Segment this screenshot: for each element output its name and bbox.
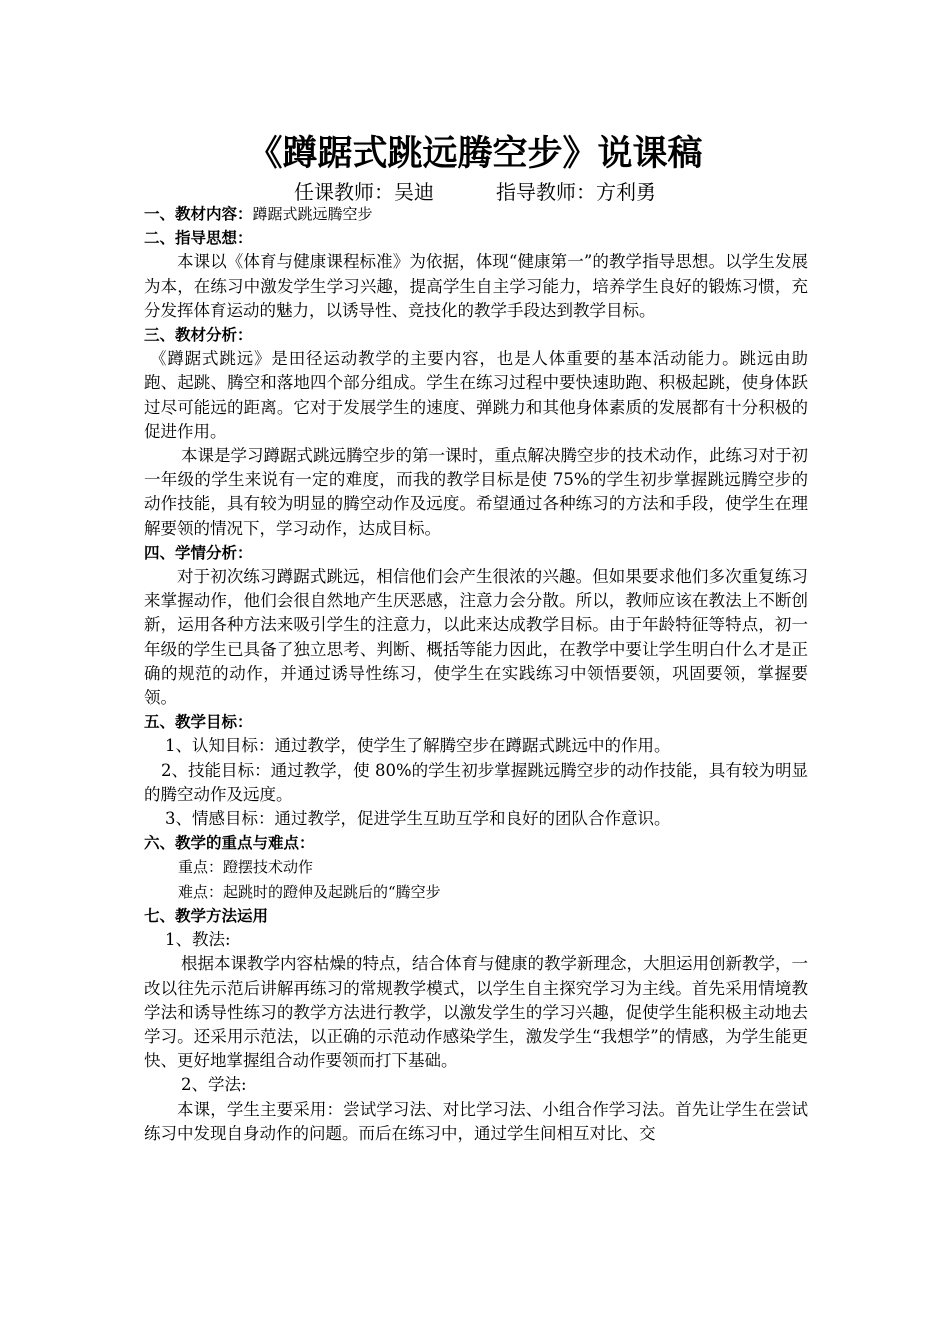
section-heading: 一、教材内容：	[144, 205, 253, 223]
section-text: 蹲踞式跳远腾空步	[252, 205, 373, 223]
difficulty-point: 难点：起跳时的蹬伸及起跳后的“腾空步	[178, 882, 441, 901]
section-heading: 三、教材分析：	[144, 326, 253, 345]
section-heading: 四、学情分析：	[144, 543, 253, 562]
advisor-name: 指导教师：方利勇	[496, 180, 656, 204]
document-title: 《蹲踞式跳远腾空步》说课稿	[247, 134, 703, 174]
teacher-name: 任课教师：吴迪	[294, 180, 434, 204]
paragraph: 本课，学生主要采用：尝试学习法、对比学习法、小组合作学习法。首先让学生在尝试练习中发现自身动作的问题。而后在练习中，通过学生间相互对比、交	[144, 1099, 808, 1143]
section-heading: 二、指导思想：	[144, 229, 253, 248]
document-body	[144, 202, 808, 1146]
method-label: 2、学法:	[181, 1075, 247, 1095]
method-label: 1、教法:	[165, 930, 231, 950]
key-point: 重点：蹬摆技术动作	[178, 858, 314, 877]
goal-item: 2、技能目标：通过教学，使 80%的学生初步掌握跳远腾空步的动作技能，具有较为明显的腾空动作及远度。	[144, 760, 808, 804]
goal-item: 3、情感目标：通过教学，促进学生互助互学和良好的团队合作意识。	[165, 809, 671, 829]
section-1	[144, 202, 808, 226]
paragraph: 《蹲踞式跳远》是田径运动教学的主要内容，也是人体重要的基本活动能力。跳远由助跑、起跳、腾空和落地四个部分组成。学生在练习过程中要快速助跑、积极起跳，使身体跃过尽可能远的距离。它对于发展学生的速度、弹跳力和其他身体素质的发展都有十分积极的促进作用。	[144, 349, 808, 441]
paragraph: 本课是学习蹲踞式跳远腾空步的第一课时，重点解决腾空步的技术动作，此练习对于初一年级的学生来说有一定的难度，而我的教学目标是使 75%的学生初步掌握跳远腾空步的动作技能，具有较为明显的腾空动作及远度。希望通过各种练习的方法和手段，使学生在理解要领的情况下，学习动作，达成目标。	[144, 446, 808, 538]
section-heading: 六、教学的重点与难点：	[144, 834, 315, 853]
paragraph: 对于初次练习蹲踞式跳远，相信他们会产生很浓的兴趣。但如果要求他们多次重复练习来掌握动作，他们会很自然地产生厌恶感，注意力会分散。所以，教师应该在教法上不断创新，运用各种方法来吸引学生的注意力，以此来达成教学目标。由于年龄特征等特点，初一年级的学生已具备了独立思考、判断、概括等能力因此，在教学中要让学生明白什么才是正确的规范的动作，并通过诱导性练习，使学生在实践练习中领悟要领，巩固要领，掌握要领。	[144, 567, 808, 708]
section-heading: 五、教学目标：	[144, 713, 253, 732]
paragraph: 根据本课教学内容枯燥的特点，结合体育与健康的教学新理念，大胆运用创新教学，一改以往先示范后讲解再练习的常规教学模式，以学生自主探究学习为主线。首先采用情境教学法和诱导性练习的教学方法进行教学，以激发学生的学习兴趣，促使学生能积极主动地去学习。还采用示范法，以正确的示范动作感染学生，激发学生“我想学”的情感，为学生能更快、更好地掌握组合动作要领而打下基础。	[144, 954, 808, 1071]
paragraph: 本课以《体育与健康课程标准》为依据，体现“健康第一”的教学指导思想。以学生发展为本，在练习中激发学生学习兴趣，提高学生自主学习能力，培养学生良好的锻炼习惯，充分发挥体育运动的魅力，以诱导性、竞技化的教学手段达到教学目标。	[144, 252, 808, 320]
teacher-line	[0, 176, 950, 205]
section-heading: 七、教学方法运用	[144, 906, 269, 925]
goal-item: 1、认知目标：通过教学，使学生了解腾空步在蹲踞式跳远中的作用。	[165, 736, 671, 756]
